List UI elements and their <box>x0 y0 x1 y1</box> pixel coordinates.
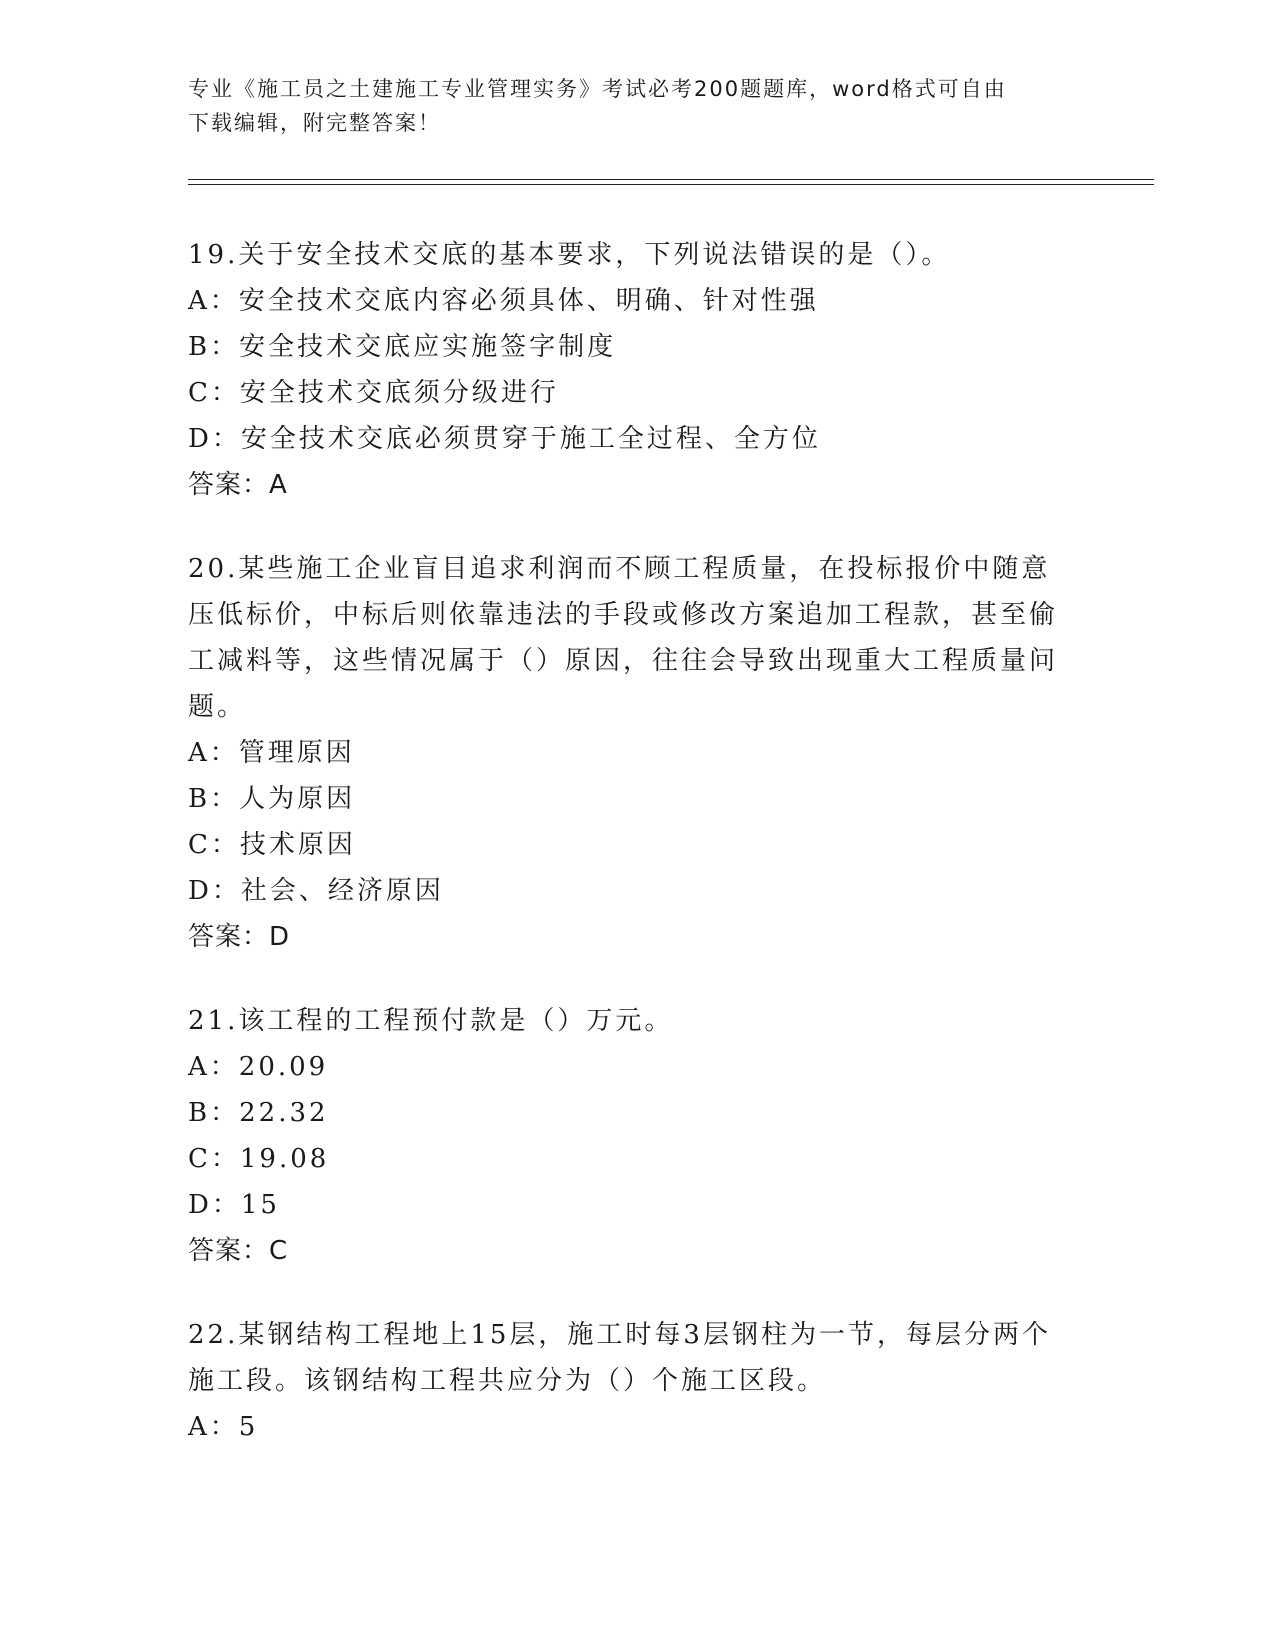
option-b: B：22.32 <box>188 1098 329 1128</box>
option-a: A：安全技术交底内容必须具体、明确、针对性强 <box>188 286 819 316</box>
option-a: A：5 <box>188 1412 259 1442</box>
option-b: B：人为原因 <box>188 784 356 814</box>
header-title-line-2: 下载编辑，附完整答案！ <box>188 111 441 135</box>
question-stem: 19.关于安全技术交底的基本要求，下列说法错误的是（）。 <box>188 240 951 270</box>
question-list <box>188 232 1088 1488</box>
option-c: C：19.08 <box>188 1144 330 1174</box>
question-stem: 20.某些施工企业盲目追求利润而不顾工程质量，在投标报价中随意压低标价，中标后则依靠违法的手段或修改方案追加工程款，甚至偷工减料等，这些情况属于（）原因，往往会导致出现重大工程质量问题。 <box>188 554 1059 722</box>
option-c: C：技术原因 <box>188 830 356 860</box>
question-22 <box>188 1312 1088 1450</box>
question-stem: 22.某钢结构工程地上15层，施工时每3层钢柱为一节，每层分两个施工段。该钢结构工程共应分为（）个施工区段。 <box>188 1320 1051 1396</box>
header-title-line-1: 专业《施工员之土建施工专业管理实务》考试必考200题题库，word格式可自由 <box>188 77 1007 101</box>
answer-label: 答案：A <box>188 470 288 500</box>
header-divider-top <box>188 179 1154 180</box>
option-d: D：15 <box>188 1190 280 1220</box>
document-header <box>188 72 1088 140</box>
question-20 <box>188 546 1088 960</box>
question-stem: 21.该工程的工程预付款是（）万元。 <box>188 1006 674 1036</box>
option-b: B：安全技术交底应实施签字制度 <box>188 332 617 362</box>
answer-label: 答案：C <box>188 1236 289 1266</box>
header-divider-bottom <box>188 184 1154 185</box>
option-d: D：社会、经济原因 <box>188 876 444 906</box>
option-c: C：安全技术交底须分级进行 <box>188 378 559 408</box>
option-d: D：安全技术交底必须贯穿于施工全过程、全方位 <box>188 424 821 454</box>
question-21 <box>188 998 1088 1274</box>
question-19 <box>188 232 1088 508</box>
option-a: A：管理原因 <box>188 738 355 768</box>
answer-label: 答案：D <box>188 922 291 952</box>
option-a: A：20.09 <box>188 1052 329 1082</box>
